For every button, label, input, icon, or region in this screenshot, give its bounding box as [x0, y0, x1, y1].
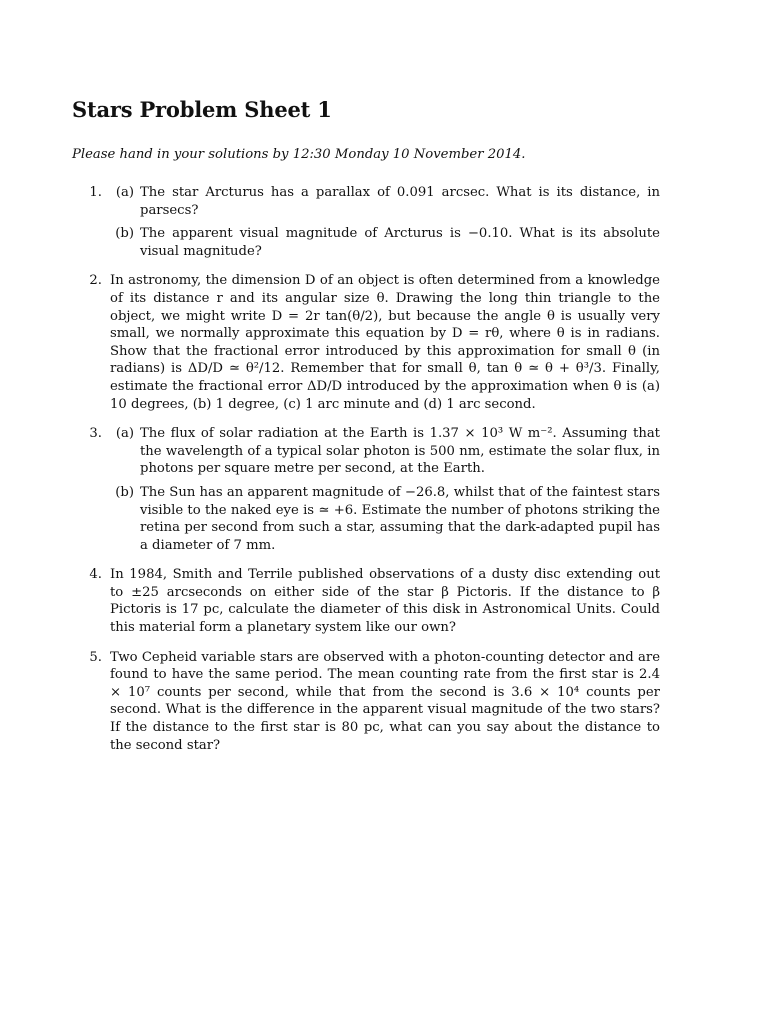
submission-note: Please hand in your solutions by 12:30 Monday 10 November 2014. — [72, 147, 526, 162]
part-text: The flux of solar radiation at the Earth is 1.37 × 10³ W m⁻². Assuming that the wavelength of a typical solar photon is 500 nm, estimate the solar flux, in photons per square metre per second, at the Earth. — [140, 426, 660, 477]
part-label: (a) — [115, 426, 134, 442]
problem-2 — [72, 272, 660, 413]
problem-text: In 1984, Smith and Terrile published observations of a dusty disc extending out to ±25 arcseconds on either side of the star β Pictoris. If the distance to β Pictoris is 17 pc, calculate the diameter of this disk in Astronomical Units. Could this material form a planetary system like our own? — [110, 567, 660, 636]
problem-part — [110, 425, 660, 478]
part-text: The Sun has an apparent magnitude of −26.8, whilst that of the faintest stars visible to the naked eye is ≃ +6. Estimate the number of photons striking the retina per second from such a star, assuming that the dark-adapted pupil has a diameter of 7 mm. — [140, 484, 660, 553]
problem-text: Two Cepheid variable stars are observed with a photon-counting detector and are found to have the same period. The mean counting rate from the first star is 2.4 × 10⁷ counts per second, while that from the second is 3.6 × 10⁴ counts per second. What is the difference in the apparent visual magnitude of the two stars? If the distance to the first star is 80 pc, what can you say about the distance to the second star? — [110, 649, 660, 753]
part-label: (a) — [115, 185, 134, 200]
part-label: (b) — [115, 226, 134, 242]
problem-list — [72, 184, 660, 754]
problem-3 — [72, 425, 660, 554]
page-title: Stars Problem Sheet 1 — [72, 97, 332, 122]
part-label: (b) — [115, 484, 134, 500]
problem-number: 2. — [89, 273, 102, 289]
problem-1 — [72, 184, 660, 260]
problem-4 — [72, 566, 660, 636]
problem-part — [110, 484, 660, 554]
problem-number: 4. — [89, 567, 102, 583]
part-text: The star Arcturus has a parallax of 0.091 arcsec. What is its distance, in parsecs? — [140, 185, 660, 218]
problem-number: 5. — [89, 649, 102, 665]
problem-part — [110, 184, 660, 219]
part-text: The apparent visual magnitude of Arcturus is −0.10. What is its absolute visual magnitude? — [140, 226, 660, 259]
document-page — [72, 96, 660, 766]
problem-number: 1. — [89, 185, 102, 200]
problem-number: 3. — [89, 426, 102, 442]
problem-5 — [72, 649, 660, 755]
problem-text: In astronomy, the dimension D of an object is often determined from a knowledge of its distance r and its angular size θ. Drawing the long thin triangle to the object, we might write D = 2r tan(θ/2), but because the angle θ is usually very small, we normally approximate this equation by D = rθ, where θ is in radians. Show that the fractional error introduced by this approximation for small θ (in radians) is ΔD/D ≃ θ²/12. Remember that for small θ, tan θ ≃ θ + θ³/3. Finally, estimate the fractional error ΔD/D introduced by the approximation when θ is (a) 10 degrees, (b) 1 degree, (c) 1 arc minute and (d) 1 arc second. — [110, 273, 660, 412]
problem-part — [110, 225, 660, 260]
